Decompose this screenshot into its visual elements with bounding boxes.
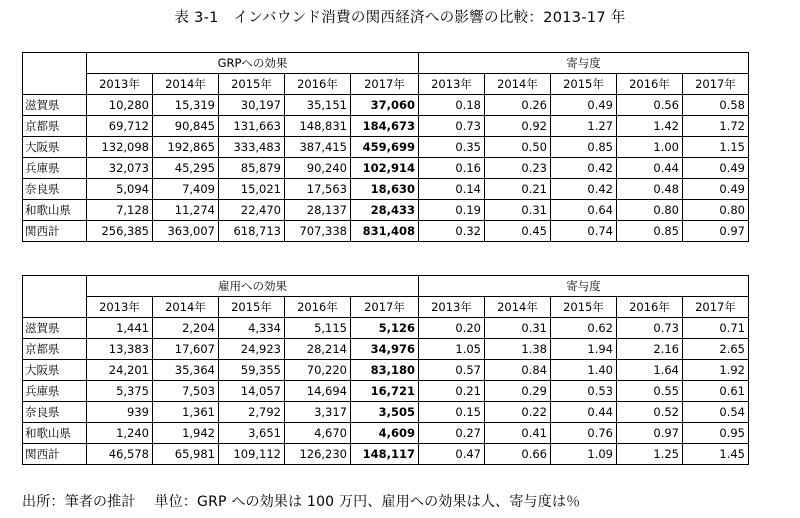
contribution-cell: 0.97: [683, 221, 749, 242]
group-header-row: [23, 53, 749, 74]
effect-cell: 15,021: [219, 179, 285, 200]
effect-cell: 34,976: [351, 339, 419, 360]
table-row: [23, 423, 749, 444]
effect-cell: 707,338: [285, 221, 351, 242]
year-header: 2014年: [485, 74, 551, 95]
contribution-cell: 0.21: [485, 179, 551, 200]
table-row: [23, 381, 749, 402]
effect-cell: 939: [87, 402, 153, 423]
effect-cell: 363,007: [153, 221, 219, 242]
prefecture-label: 和歌山県: [23, 423, 87, 444]
contribution-cell: 0.73: [617, 318, 683, 339]
contribution-cell: 1.40: [551, 360, 617, 381]
effect-cell: 65,981: [153, 444, 219, 465]
effect-cell: 46,578: [87, 444, 153, 465]
prefecture-label: 大阪県: [23, 360, 87, 381]
effect-cell: 333,483: [219, 137, 285, 158]
year-header: 2014年: [153, 74, 219, 95]
effect-cell: 387,415: [285, 137, 351, 158]
prefecture-label: 大阪県: [23, 137, 87, 158]
contribution-cell: 0.58: [683, 95, 749, 116]
effect-cell: 5,126: [351, 318, 419, 339]
effect-cell: 2,204: [153, 318, 219, 339]
prefecture-label: 和歌山県: [23, 200, 87, 221]
contribution-cell: 0.76: [551, 423, 617, 444]
effect-cell: 17,607: [153, 339, 219, 360]
effect-cell: 24,201: [87, 360, 153, 381]
effect-cell: 4,334: [219, 318, 285, 339]
table-row: [23, 137, 749, 158]
effect-cell: 85,879: [219, 158, 285, 179]
year-header: 2016年: [617, 74, 683, 95]
effect-cell: 131,663: [219, 116, 285, 137]
prefecture-label: 奈良県: [23, 402, 87, 423]
year-header: 2017年: [351, 74, 419, 95]
prefecture-label: 滋賀県: [23, 95, 87, 116]
contribution-cell: 0.50: [485, 137, 551, 158]
effect-cell: 22,470: [219, 200, 285, 221]
contribution-cell: 1.00: [617, 137, 683, 158]
contribution-cell: 0.49: [683, 158, 749, 179]
effect-group-header: GRPへの効果: [87, 53, 419, 74]
contribution-cell: 1.72: [683, 116, 749, 137]
effect-cell: 3,651: [219, 423, 285, 444]
contribution-cell: 0.54: [683, 402, 749, 423]
contribution-cell: 0.42: [551, 158, 617, 179]
table-title: 表 3-1 インバウンド消費の関西経済への影響の比較：2013-17 年: [174, 10, 626, 26]
contribution-cell: 0.35: [419, 137, 485, 158]
effect-cell: 109,112: [219, 444, 285, 465]
contribution-cell: 0.44: [617, 158, 683, 179]
contribution-cell: 0.97: [617, 423, 683, 444]
effect-cell: 70,220: [285, 360, 351, 381]
year-header: 2017年: [683, 297, 749, 318]
contribution-cell: 0.57: [419, 360, 485, 381]
year-header: 2016年: [617, 297, 683, 318]
effect-cell: 35,364: [153, 360, 219, 381]
year-header: 2014年: [153, 297, 219, 318]
effect-cell: 7,503: [153, 381, 219, 402]
contribution-cell: 0.23: [485, 158, 551, 179]
effect-cell: 192,865: [153, 137, 219, 158]
year-header: 2015年: [551, 74, 617, 95]
effect-cell: 126,230: [285, 444, 351, 465]
contribution-cell: 0.14: [419, 179, 485, 200]
table-row: [23, 318, 749, 339]
year-header: 2014年: [485, 297, 551, 318]
prefecture-label: 奈良県: [23, 179, 87, 200]
contribution-cell: 0.44: [551, 402, 617, 423]
contribution-cell: 0.74: [551, 221, 617, 242]
contribution-cell: 1.27: [551, 116, 617, 137]
effect-cell: 16,721: [351, 381, 419, 402]
contribution-cell: 0.41: [485, 423, 551, 444]
prefecture-label: 京都県: [23, 116, 87, 137]
year-header: 2013年: [419, 74, 485, 95]
table-row: [23, 158, 749, 179]
source-note: 出所：筆者の推計 単位：GRP への効果は 100 万円、雇用への効果は人、寄与度は％: [22, 494, 581, 510]
effect-cell: 28,214: [285, 339, 351, 360]
contribution-cell: 0.80: [683, 200, 749, 221]
contribution-cell: 0.85: [551, 137, 617, 158]
table-row: [23, 339, 749, 360]
contribution-cell: 0.29: [485, 381, 551, 402]
contribution-cell: 0.19: [419, 200, 485, 221]
effect-cell: 618,713: [219, 221, 285, 242]
effect-cell: 59,355: [219, 360, 285, 381]
effect-cell: 1,361: [153, 402, 219, 423]
effect-cell: 3,505: [351, 402, 419, 423]
contribution-cell: 0.49: [683, 179, 749, 200]
effect-cell: 148,117: [351, 444, 419, 465]
year-header: 2016年: [285, 297, 351, 318]
contribution-cell: 0.56: [617, 95, 683, 116]
year-header: 2017年: [351, 297, 419, 318]
contribution-cell: 0.31: [485, 200, 551, 221]
year-header-row: [23, 74, 749, 95]
effect-cell: 10,280: [87, 95, 153, 116]
effect-cell: 14,057: [219, 381, 285, 402]
effect-cell: 4,609: [351, 423, 419, 444]
effect-cell: 15,319: [153, 95, 219, 116]
contribution-cell: 1.42: [617, 116, 683, 137]
effect-cell: 2,792: [219, 402, 285, 423]
contribution-cell: 1.25: [617, 444, 683, 465]
contribution-cell: 0.95: [683, 423, 749, 444]
contribution-cell: 0.55: [617, 381, 683, 402]
table-row: [23, 444, 749, 465]
prefecture-label: 関西計: [23, 221, 87, 242]
contribution-cell: 0.47: [419, 444, 485, 465]
contribution-cell: 0.22: [485, 402, 551, 423]
effect-cell: 148,831: [285, 116, 351, 137]
table-row: [23, 116, 749, 137]
contribution-cell: 2.65: [683, 339, 749, 360]
effect-cell: 90,845: [153, 116, 219, 137]
contribution-cell: 0.53: [551, 381, 617, 402]
effect-cell: 17,563: [285, 179, 351, 200]
corner-cell: [23, 53, 87, 95]
effect-group-header: 雇用への効果: [87, 276, 419, 297]
contribution-cell: 0.15: [419, 402, 485, 423]
contribution-cell: 0.18: [419, 95, 485, 116]
effect-cell: 35,151: [285, 95, 351, 116]
effect-cell: 459,699: [351, 137, 419, 158]
table-row: [23, 402, 749, 423]
contribution-group-header: 寄与度: [419, 276, 749, 297]
effect-cell: 14,694: [285, 381, 351, 402]
effect-cell: 5,375: [87, 381, 153, 402]
contribution-cell: 0.42: [551, 179, 617, 200]
table-row: [23, 179, 749, 200]
year-header: 2016年: [285, 74, 351, 95]
year-header: 2015年: [219, 297, 285, 318]
effect-cell: 102,914: [351, 158, 419, 179]
prefecture-label: 滋賀県: [23, 318, 87, 339]
corner-cell: [23, 276, 87, 318]
effect-cell: 69,712: [87, 116, 153, 137]
contribution-cell: 1.64: [617, 360, 683, 381]
contribution-group-header: 寄与度: [419, 53, 749, 74]
contribution-cell: 1.45: [683, 444, 749, 465]
table-row: [23, 95, 749, 116]
prefecture-label: 関西計: [23, 444, 87, 465]
contribution-cell: 0.92: [485, 116, 551, 137]
contribution-cell: 1.38: [485, 339, 551, 360]
contribution-cell: 0.27: [419, 423, 485, 444]
effect-cell: 13,383: [87, 339, 153, 360]
contribution-cell: 1.15: [683, 137, 749, 158]
effect-cell: 1,441: [87, 318, 153, 339]
grp-effect-table: [22, 52, 749, 242]
effect-cell: 256,385: [87, 221, 153, 242]
contribution-cell: 0.64: [551, 200, 617, 221]
contribution-cell: 1.92: [683, 360, 749, 381]
contribution-cell: 0.32: [419, 221, 485, 242]
prefecture-label: 京都県: [23, 339, 87, 360]
effect-cell: 83,180: [351, 360, 419, 381]
contribution-cell: 0.26: [485, 95, 551, 116]
effect-cell: 32,073: [87, 158, 153, 179]
contribution-cell: 1.94: [551, 339, 617, 360]
contribution-cell: 0.66: [485, 444, 551, 465]
effect-cell: 7,128: [87, 200, 153, 221]
table-row: [23, 200, 749, 221]
year-header: 2013年: [87, 297, 153, 318]
contribution-cell: 0.85: [617, 221, 683, 242]
contribution-cell: 1.09: [551, 444, 617, 465]
contribution-cell: 0.52: [617, 402, 683, 423]
year-header: 2013年: [87, 74, 153, 95]
prefecture-label: 兵庫県: [23, 158, 87, 179]
effect-cell: 132,098: [87, 137, 153, 158]
effect-cell: 30,197: [219, 95, 285, 116]
group-header-row: [23, 276, 749, 297]
effect-cell: 1,240: [87, 423, 153, 444]
effect-cell: 5,115: [285, 318, 351, 339]
contribution-cell: 0.62: [551, 318, 617, 339]
contribution-cell: 0.80: [617, 200, 683, 221]
effect-cell: 1,942: [153, 423, 219, 444]
contribution-cell: 0.48: [617, 179, 683, 200]
contribution-cell: 0.31: [485, 318, 551, 339]
contribution-cell: 2.16: [617, 339, 683, 360]
effect-cell: 184,673: [351, 116, 419, 137]
effect-cell: 3,317: [285, 402, 351, 423]
effect-cell: 28,137: [285, 200, 351, 221]
contribution-cell: 0.71: [683, 318, 749, 339]
effect-cell: 18,630: [351, 179, 419, 200]
effect-cell: 24,923: [219, 339, 285, 360]
contribution-cell: 0.16: [419, 158, 485, 179]
contribution-cell: 1.05: [419, 339, 485, 360]
contribution-cell: 0.21: [419, 381, 485, 402]
year-header: 2017年: [683, 74, 749, 95]
employment-effect-table: [22, 275, 749, 465]
effect-cell: 5,094: [87, 179, 153, 200]
contribution-cell: 0.73: [419, 116, 485, 137]
table-row: [23, 360, 749, 381]
effect-cell: 7,409: [153, 179, 219, 200]
year-header: 2013年: [419, 297, 485, 318]
year-header: 2015年: [219, 74, 285, 95]
contribution-cell: 0.20: [419, 318, 485, 339]
contribution-cell: 0.84: [485, 360, 551, 381]
effect-cell: 831,408: [351, 221, 419, 242]
contribution-cell: 0.61: [683, 381, 749, 402]
effect-cell: 4,670: [285, 423, 351, 444]
table-row: [23, 221, 749, 242]
year-header: 2015年: [551, 297, 617, 318]
prefecture-label: 兵庫県: [23, 381, 87, 402]
effect-cell: 28,433: [351, 200, 419, 221]
effect-cell: 45,295: [153, 158, 219, 179]
effect-cell: 90,240: [285, 158, 351, 179]
contribution-cell: 0.49: [551, 95, 617, 116]
contribution-cell: 0.45: [485, 221, 551, 242]
effect-cell: 11,274: [153, 200, 219, 221]
year-header-row: [23, 297, 749, 318]
effect-cell: 37,060: [351, 95, 419, 116]
